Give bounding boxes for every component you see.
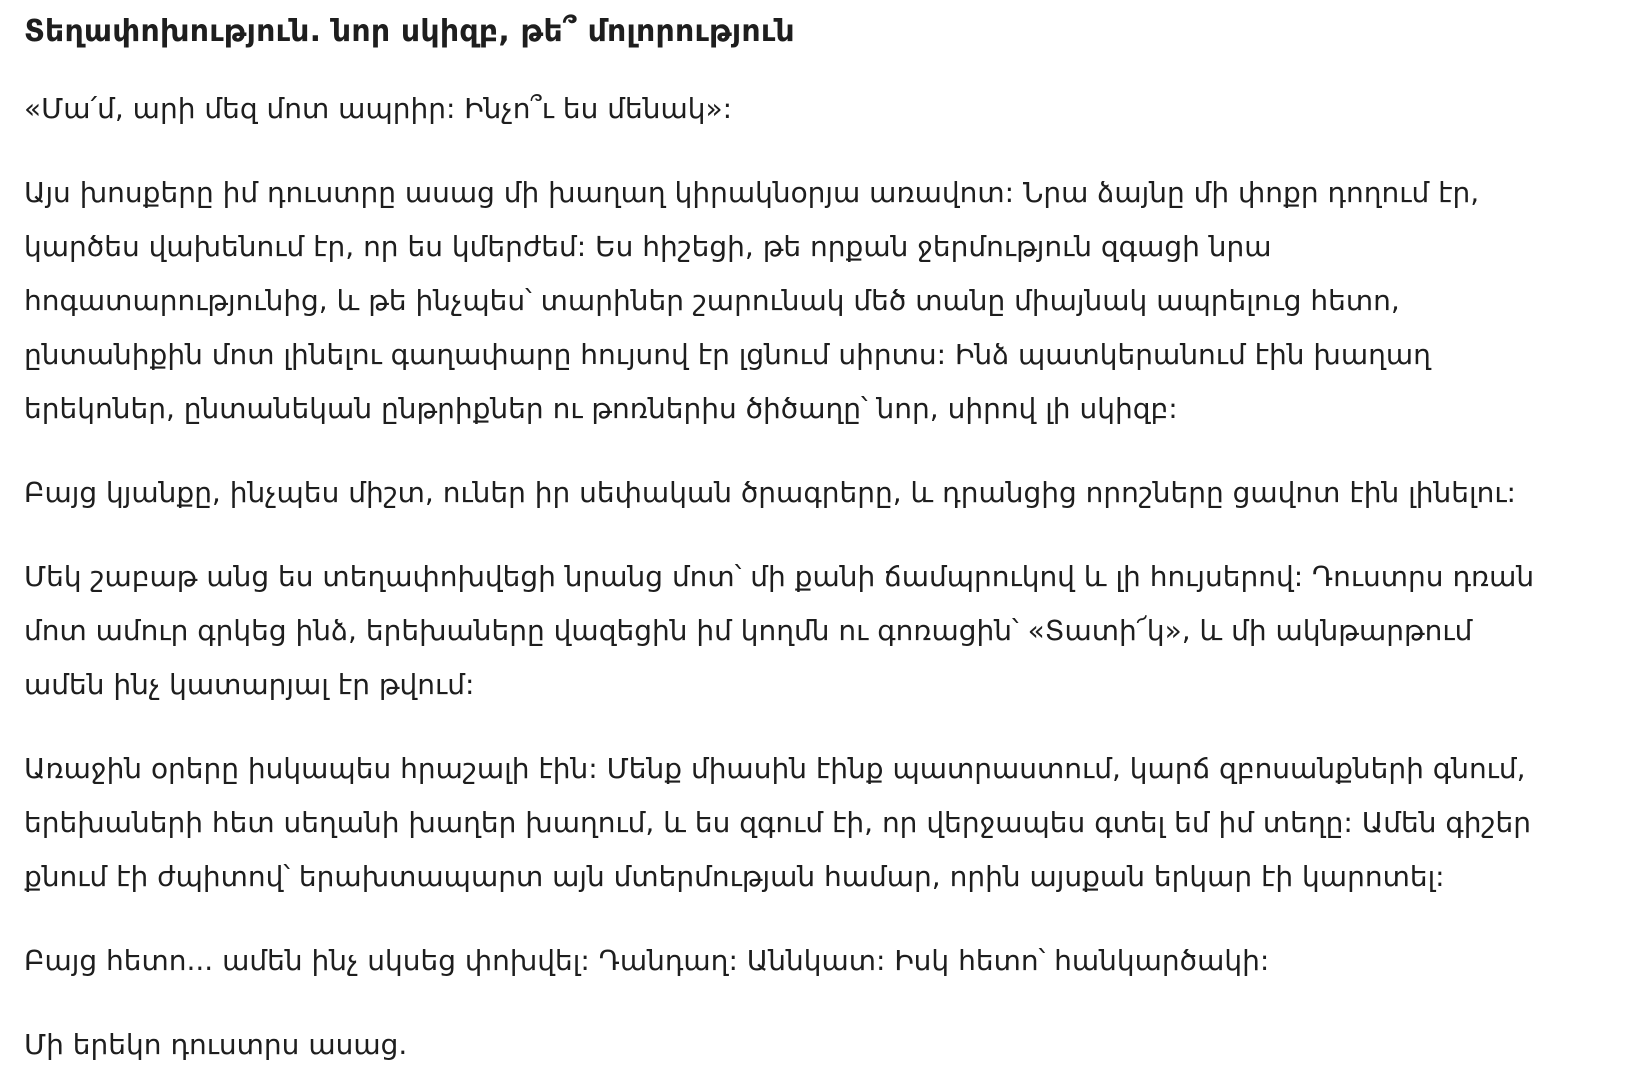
text-line: «Մա՛մ, արի մեզ մոտ ապրիր: Ինչո՞ւ ես մենակ»: (24, 92, 733, 125)
text-line: Մի երեկո դուստրս ասաց. (24, 1028, 408, 1061)
text-line: կարծես վախենում էր, որ ես կմերժեմ: Ես հիշեցի, թե որքան ջերմություն զգացի նրա (24, 230, 1272, 263)
text-line: հոգատարությունից, և թե ինչպես՝ տարիներ շարունակ մեծ տանը միայնակ ապրելուց հետո, (24, 284, 1400, 317)
text-line: Առաջին օրերը իսկապես հրաշալի էին: Մենք միասին էինք պատրաստում, կարճ զբոսանքների գնում, (24, 752, 1526, 785)
text-line: երեխաների հետ սեղանի խաղեր խաղում, և ես զգում էի, որ վերջապես գտել եմ իմ տեղը: Ամեն գիշեր (24, 806, 1531, 839)
paragraph-quote-opening (24, 82, 1608, 136)
text-line: երեկոներ, ընտանեկան ընթրիքներ ու թոռներիս ծիծաղը՝ նոր, սիրով լի սկիզբ: (24, 392, 1178, 425)
paragraph-first-days (24, 742, 1608, 904)
text-line: ընտանիքին մոտ լինելու գաղափարը հույսով էր լցնում սիրտս: Ինձ պատկերանում էին խաղաղ (24, 338, 1431, 371)
text-line: Այս խոսքերը իմ դուստրը ասաց մի խաղաղ կիրակնօրյա առավոտ: Նրա ձայնը մի փոքր դողում էր, (24, 176, 1480, 209)
text-line: Բայց հետո... ամեն ինչ սկսեց փոխվել: Դանդաղ: Աննկատ: Իսկ հետո՝ հանկարծակի: (24, 944, 1270, 977)
article-title: Տեղափոխություն. նոր սկիզբ, թե՞ մոլորություն (24, 14, 795, 49)
text-line: ամեն ինչ կատարյալ էր թվում: (24, 668, 475, 701)
paragraph-daughter-words (24, 166, 1608, 436)
text-line: Մեկ շաբաթ անց ես տեղափոխվեցի նրանց մոտ՝ մի քանի ճամպրուկով և լի հույսերով: Դուստրս դռան (24, 560, 1535, 593)
paragraph-life-plans (24, 466, 1608, 520)
paragraph-moving-in (24, 550, 1608, 712)
text-line: քնում էի ժպիտով՝ երախտապարտ այն մտերմության համար, որին այսքան երկար էի կարոտել: (24, 860, 1445, 893)
text-line: մոտ ամուր գրկեց ինձ, երեխաները վազեցին իմ կողմն ու գոռացին՝ «Տատի՜կ», և մի ակնթարթում (24, 614, 1473, 647)
paragraph-things-changed (24, 934, 1608, 988)
paragraph-one-evening (24, 1018, 1608, 1072)
text-line: Բայց կյանքը, ինչպես միշտ, ուներ իր սեփական ծրագրերը, և դրանցից որոշները ցավոտ էին լինելու: (24, 476, 1516, 509)
